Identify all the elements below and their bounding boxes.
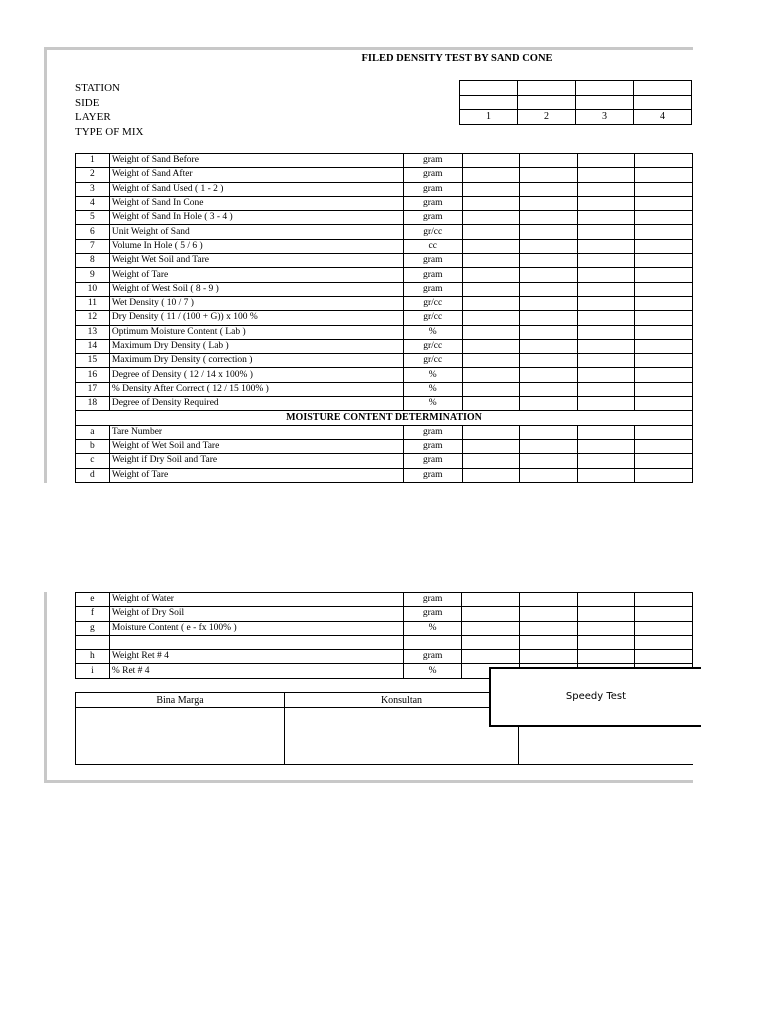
row-number: 13 <box>76 325 110 339</box>
layer-number-2: 2 <box>518 110 576 125</box>
cell[interactable] <box>576 95 634 110</box>
value-cell-layer-4[interactable] <box>635 225 693 239</box>
value-cell-layer-4[interactable] <box>635 268 693 282</box>
cell[interactable] <box>576 81 634 96</box>
speedy-test-box: Speedy Test <box>489 667 701 727</box>
cell[interactable] <box>460 81 518 96</box>
row-number: c <box>76 454 110 468</box>
row-unit: gram <box>403 439 462 453</box>
value-cell-layer-3[interactable] <box>577 154 635 168</box>
value-cell-layer-3[interactable] <box>577 182 635 196</box>
value-cell-layer-1[interactable] <box>462 211 520 225</box>
value-cell-layer-3[interactable] <box>577 211 635 225</box>
value-cell-layer-2[interactable] <box>520 621 578 635</box>
table-row <box>76 382 693 396</box>
side-label: SIDE <box>75 96 100 109</box>
value-cell-layer-1[interactable] <box>462 425 520 439</box>
cell[interactable] <box>460 95 518 110</box>
row-description: Weight Ret # 4 <box>109 650 403 664</box>
value-cell-layer-2[interactable] <box>520 296 578 310</box>
row-description: % Density After Correct ( 12 / 15 100% ) <box>109 382 403 396</box>
value-cell-layer-3[interactable] <box>577 468 635 482</box>
row-number: b <box>76 439 110 453</box>
signature-box-bina-marga[interactable] <box>76 708 285 765</box>
table-row <box>76 607 693 621</box>
value-cell-layer-2[interactable] <box>520 454 578 468</box>
value-cell-layer-2[interactable] <box>520 168 578 182</box>
value-cell-layer-1[interactable] <box>462 382 520 396</box>
value-cell-layer-1[interactable] <box>462 196 520 210</box>
header-grid <box>459 80 692 125</box>
row-number: 3 <box>76 182 110 196</box>
sheet-page-1 <box>44 47 693 483</box>
type-of-mix-label: TYPE OF MIX <box>75 125 144 138</box>
value-cell-layer-4[interactable] <box>635 468 693 482</box>
row-description: Weight of Dry Soil <box>109 607 403 621</box>
value-cell-layer-4[interactable] <box>635 239 693 253</box>
cell[interactable] <box>518 95 576 110</box>
row-unit: % <box>403 382 462 396</box>
table-row <box>76 635 693 649</box>
row-number: g <box>76 621 110 635</box>
value-cell-layer-1[interactable] <box>462 311 520 325</box>
table-row <box>76 239 693 253</box>
form-title: FILED DENSITY TEST BY SAND CONE <box>361 53 553 64</box>
value-cell-layer-3[interactable] <box>577 325 635 339</box>
value-cell-layer-1[interactable] <box>462 468 520 482</box>
value-cell-layer-4[interactable] <box>635 621 693 635</box>
row-unit: gram <box>403 425 462 439</box>
layer-number-3: 3 <box>576 110 634 125</box>
table-row <box>76 225 693 239</box>
moisture-section-heading: MOISTURE CONTENT DETERMINATION <box>76 411 693 425</box>
value-cell-layer-3[interactable] <box>577 268 635 282</box>
row-description: % Ret # 4 <box>109 664 403 678</box>
value-cell-layer-2[interactable] <box>520 154 578 168</box>
row-unit: gr/cc <box>403 339 462 353</box>
row-number: a <box>76 425 110 439</box>
value-cell-layer-3[interactable] <box>577 368 635 382</box>
row-number: h <box>76 650 110 664</box>
row-number: f <box>76 607 110 621</box>
cell[interactable] <box>634 81 692 96</box>
value-cell-layer-2[interactable] <box>520 225 578 239</box>
table-row <box>76 254 693 268</box>
row-number: i <box>76 664 110 678</box>
value-cell-layer-1[interactable] <box>462 182 520 196</box>
row-number: 4 <box>76 196 110 210</box>
value-cell-layer-4[interactable] <box>635 211 693 225</box>
row-unit: gr/cc <box>403 354 462 368</box>
row-description: Weight of Water <box>109 593 403 607</box>
row-description: Tare Number <box>109 425 403 439</box>
table-row <box>76 268 693 282</box>
signature-header-konsultan: Konsultan <box>285 693 519 708</box>
value-cell-layer-3[interactable] <box>577 339 635 353</box>
row-unit: gram <box>403 182 462 196</box>
row-description: Weight Wet Soil and Tare <box>109 254 403 268</box>
row-description: Wet Density ( 10 / 7 ) <box>109 296 403 310</box>
row-unit: gr/cc <box>403 225 462 239</box>
row-description: Weight of Sand In Cone <box>109 196 403 210</box>
value-cell-layer-1[interactable] <box>462 168 520 182</box>
row-unit: gr/cc <box>403 296 462 310</box>
value-cell-layer-2[interactable] <box>520 311 578 325</box>
row-unit: gram <box>403 154 462 168</box>
row-description: Weight of Tare <box>109 468 403 482</box>
value-cell-layer-3[interactable] <box>577 425 635 439</box>
value-cell-layer-4[interactable] <box>635 382 693 396</box>
value-cell-layer-1[interactable] <box>462 154 520 168</box>
row-unit: % <box>403 621 462 635</box>
value-cell-layer-1[interactable] <box>462 607 520 621</box>
layer-number-4: 4 <box>634 110 692 125</box>
table-row <box>76 621 693 635</box>
table-row <box>76 397 693 411</box>
value-cell-layer-3[interactable] <box>577 397 635 411</box>
row-unit: gram <box>403 607 462 621</box>
value-cell-layer-1[interactable] <box>462 621 520 635</box>
value-cell-layer-4[interactable] <box>635 254 693 268</box>
value-cell-layer-3[interactable] <box>577 239 635 253</box>
layer-number-1: 1 <box>460 110 518 125</box>
row-number: 5 <box>76 211 110 225</box>
value-cell-layer-4[interactable] <box>635 154 693 168</box>
row-description: Weight of Sand After <box>109 168 403 182</box>
value-cell-layer-4[interactable] <box>635 296 693 310</box>
row-number: 6 <box>76 225 110 239</box>
row-number: 8 <box>76 254 110 268</box>
value-cell-layer-3[interactable] <box>577 282 635 296</box>
row-unit: gram <box>403 282 462 296</box>
row-number <box>76 635 110 649</box>
row-unit: gr/cc <box>403 311 462 325</box>
row-number: e <box>76 593 110 607</box>
value-cell-layer-3[interactable] <box>577 650 635 664</box>
value-cell-layer-3[interactable] <box>577 225 635 239</box>
value-cell-layer-1[interactable] <box>462 439 520 453</box>
value-cell-layer-3[interactable] <box>577 607 635 621</box>
value-cell-layer-1[interactable] <box>462 354 520 368</box>
value-cell-layer-4[interactable] <box>635 368 693 382</box>
row-number: 1 <box>76 154 110 168</box>
section-row <box>76 411 693 425</box>
table-row <box>76 154 693 168</box>
row-number: 14 <box>76 339 110 353</box>
value-cell-layer-1[interactable] <box>462 239 520 253</box>
row-number: 10 <box>76 282 110 296</box>
value-cell-layer-4[interactable] <box>635 168 693 182</box>
table-row <box>76 182 693 196</box>
row-description: Weight if Dry Soil and Tare <box>109 454 403 468</box>
row-description: Unit Weight of Sand <box>109 225 403 239</box>
row-description: Weight of Tare <box>109 268 403 282</box>
table-row <box>76 454 693 468</box>
table-row <box>76 325 693 339</box>
row-number: 18 <box>76 397 110 411</box>
table-row <box>76 168 693 182</box>
row-unit: gram <box>403 593 462 607</box>
row-number: d <box>76 468 110 482</box>
value-cell-layer-3[interactable] <box>577 635 635 649</box>
row-unit: cc <box>403 239 462 253</box>
header-labels <box>75 81 143 139</box>
value-cell-layer-1[interactable] <box>462 296 520 310</box>
value-cell-layer-1[interactable] <box>462 268 520 282</box>
row-unit: % <box>403 397 462 411</box>
table-row <box>76 296 693 310</box>
value-cell-layer-2[interactable] <box>520 268 578 282</box>
row-number: 2 <box>76 168 110 182</box>
row-description: Moisture Content ( e - fx 100% ) <box>109 621 403 635</box>
row-description: Dry Density ( 11 / (100 + G)) x 100 % <box>109 311 403 325</box>
value-cell-layer-3[interactable] <box>577 354 635 368</box>
value-cell-layer-3[interactable] <box>577 621 635 635</box>
table-row <box>76 468 693 482</box>
row-number: 11 <box>76 296 110 310</box>
value-cell-layer-2[interactable] <box>520 607 578 621</box>
row-unit: gram <box>403 268 462 282</box>
value-cell-layer-4[interactable] <box>635 397 693 411</box>
value-cell-layer-3[interactable] <box>577 196 635 210</box>
value-cell-layer-2[interactable] <box>520 468 578 482</box>
value-cell-layer-4[interactable] <box>635 635 693 649</box>
row-description: Weight of Wet Soil and Tare <box>109 439 403 453</box>
table-row <box>76 368 693 382</box>
row-unit: % <box>403 664 462 678</box>
value-cell-layer-4[interactable] <box>635 196 693 210</box>
cell[interactable] <box>634 95 692 110</box>
value-cell-layer-2[interactable] <box>520 325 578 339</box>
value-cell-layer-2[interactable] <box>520 196 578 210</box>
row-unit: gram <box>403 454 462 468</box>
value-cell-layer-1[interactable] <box>462 635 520 649</box>
value-cell-layer-1[interactable] <box>462 282 520 296</box>
value-cell-layer-2[interactable] <box>520 339 578 353</box>
table-row <box>76 211 693 225</box>
value-cell-layer-2[interactable] <box>520 211 578 225</box>
value-cell-layer-1[interactable] <box>462 254 520 268</box>
value-cell-layer-2[interactable] <box>520 439 578 453</box>
row-unit: % <box>403 368 462 382</box>
table-row <box>76 311 693 325</box>
value-cell-layer-3[interactable] <box>577 254 635 268</box>
value-cell-layer-2[interactable] <box>520 635 578 649</box>
station-label: STATION <box>75 82 120 94</box>
row-unit: gram <box>403 254 462 268</box>
value-cell-layer-4[interactable] <box>635 325 693 339</box>
row-unit <box>403 635 462 649</box>
value-cell-layer-3[interactable] <box>577 593 635 607</box>
table-row <box>76 425 693 439</box>
row-unit: gram <box>403 196 462 210</box>
row-description: Degree of Density Required <box>109 397 403 411</box>
table-row <box>76 282 693 296</box>
table-row <box>76 650 693 664</box>
value-cell-layer-3[interactable] <box>577 168 635 182</box>
value-cell-layer-2[interactable] <box>520 254 578 268</box>
value-cell-layer-4[interactable] <box>635 650 693 664</box>
value-cell-layer-2[interactable] <box>520 593 578 607</box>
value-cell-layer-4[interactable] <box>635 454 693 468</box>
value-cell-layer-1[interactable] <box>462 225 520 239</box>
signature-header-bina-marga: Bina Marga <box>76 693 285 708</box>
density-table <box>75 153 693 483</box>
row-unit: % <box>403 325 462 339</box>
row-number: 7 <box>76 239 110 253</box>
value-cell-layer-1[interactable] <box>462 339 520 353</box>
value-cell-layer-2[interactable] <box>520 282 578 296</box>
signature-box-konsultan[interactable] <box>285 708 519 765</box>
value-cell-layer-1[interactable] <box>462 397 520 411</box>
value-cell-layer-2[interactable] <box>520 182 578 196</box>
value-cell-layer-2[interactable] <box>520 425 578 439</box>
row-description: Optimum Moisture Content ( Lab ) <box>109 325 403 339</box>
row-unit: gram <box>403 468 462 482</box>
value-cell-layer-1[interactable] <box>462 325 520 339</box>
layer-label: LAYER <box>75 111 111 123</box>
value-cell-layer-4[interactable] <box>635 425 693 439</box>
value-cell-layer-2[interactable] <box>520 354 578 368</box>
value-cell-layer-3[interactable] <box>577 296 635 310</box>
row-unit: gram <box>403 168 462 182</box>
value-cell-layer-2[interactable] <box>520 650 578 664</box>
value-cell-layer-1[interactable] <box>462 593 520 607</box>
value-cell-layer-4[interactable] <box>635 282 693 296</box>
row-description: Weight of Sand Used ( 1 - 2 ) <box>109 182 403 196</box>
row-unit: gram <box>403 650 462 664</box>
row-description: Maximum Dry Density ( Lab ) <box>109 339 403 353</box>
value-cell-layer-3[interactable] <box>577 439 635 453</box>
row-description: Weight of West Soil ( 8 - 9 ) <box>109 282 403 296</box>
row-number: 16 <box>76 368 110 382</box>
value-cell-layer-4[interactable] <box>635 354 693 368</box>
value-cell-layer-4[interactable] <box>635 439 693 453</box>
table-row <box>76 339 693 353</box>
value-cell-layer-1[interactable] <box>462 368 520 382</box>
table-row <box>76 439 693 453</box>
value-cell-layer-4[interactable] <box>635 607 693 621</box>
row-number: 15 <box>76 354 110 368</box>
value-cell-layer-1[interactable] <box>462 454 520 468</box>
row-unit: gram <box>403 211 462 225</box>
value-cell-layer-2[interactable] <box>520 368 578 382</box>
value-cell-layer-3[interactable] <box>577 382 635 396</box>
value-cell-layer-2[interactable] <box>520 382 578 396</box>
moisture-table-continued <box>75 592 693 679</box>
value-cell-layer-1[interactable] <box>462 650 520 664</box>
value-cell-layer-3[interactable] <box>577 454 635 468</box>
row-number: 9 <box>76 268 110 282</box>
table-row <box>76 354 693 368</box>
value-cell-layer-2[interactable] <box>520 397 578 411</box>
row-number: 17 <box>76 382 110 396</box>
value-cell-layer-2[interactable] <box>520 239 578 253</box>
row-description: Volume In Hole ( 5 / 6 ) <box>109 239 403 253</box>
row-description: Maximum Dry Density ( correction ) <box>109 354 403 368</box>
table-row <box>76 593 693 607</box>
value-cell-layer-4[interactable] <box>635 311 693 325</box>
value-cell-layer-4[interactable] <box>635 339 693 353</box>
table-row <box>76 196 693 210</box>
row-description: Degree of Density ( 12 / 14 x 100% ) <box>109 368 403 382</box>
row-description <box>109 635 403 649</box>
value-cell-layer-3[interactable] <box>577 311 635 325</box>
row-description: Weight of Sand Before <box>109 154 403 168</box>
value-cell-layer-4[interactable] <box>635 182 693 196</box>
row-number: 12 <box>76 311 110 325</box>
cell[interactable] <box>518 81 576 96</box>
row-description: Weight of Sand In Hole ( 3 - 4 ) <box>109 211 403 225</box>
value-cell-layer-4[interactable] <box>635 593 693 607</box>
